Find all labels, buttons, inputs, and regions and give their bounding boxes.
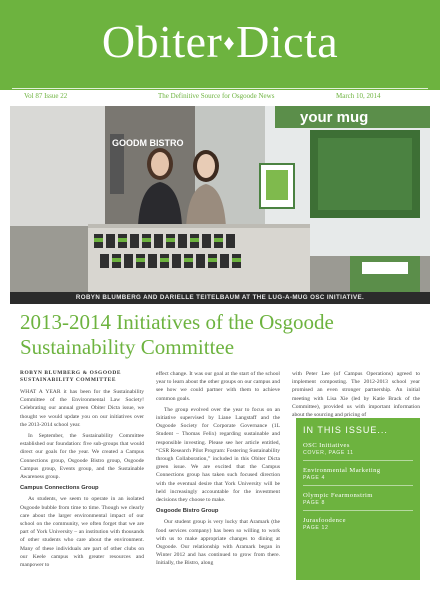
- tagline: The Definitive Source for Osgoode News: [158, 92, 275, 100]
- article-column-2: [156, 370, 280, 571]
- cover-photo: [10, 106, 430, 292]
- article-byline: ROBYN BLUMBERG & OSGOODE SUSTAINABILITY COMMITTEE: [20, 370, 122, 383]
- toc-page: PAGE 4: [303, 475, 325, 481]
- toc-label: Jurasfoodence: [303, 517, 346, 524]
- article-paragraph: The group evolved over the year to focus on an initiative supervised by Liane Langstaff and the Osgoode Society for Corporate Governance (1L Student – Thomas Felix) regarding sustainable and responsible investing. Please see her article entitled, “CSR Research Pilot Program: Fostering Sustainability through Collaboration,” included in this Obiter Dicta green issue. We are excited that the Campus Connections group has taken such focused direction with the eventual desire that York University will be held increasingly accountable for the investment decisions they choose to make.: [156, 406, 280, 504]
- sidebar-title: IN THIS ISSUE...: [303, 425, 388, 435]
- toc-page: COVER, PAGE 11: [303, 450, 354, 456]
- toc-divider: [303, 485, 413, 486]
- toc-item[interactable]: [303, 467, 413, 486]
- toc-label: Environmental Marketing: [303, 467, 381, 474]
- section-subhead: Campus Connections Group: [20, 485, 99, 492]
- article-paragraph: As students, we seem to operate in an isolated Osgoode bubble from time to time. Though we clearly care about the larger environmental impact of our school on the community, we often forget that we are part of York University – an institution with thousands of other students who care about the environment. Many of these individuals are part of other clubs on our Keele campus with greater resources and manpower to: [20, 496, 144, 569]
- article-paragraph: WHAT A YEAR it has been for the Sustainability Committee of the Environmental Law Society! Celebrating our annual green Obiter Dicta issue, we thought we would update you on our initiatives over the 2013-2014 school year.: [20, 389, 144, 428]
- masthead: [0, 0, 440, 96]
- toc-page: PAGE 12: [303, 525, 329, 531]
- toc-label: OSC Initiatives: [303, 442, 350, 449]
- article-column-1: [20, 370, 144, 572]
- toc-label: Olympic Fearmonstrim: [303, 492, 373, 499]
- article-paragraph: effect change. It was our goal at the start of the school year to learn about the other groups on our campus and see how we could partner with them to achieve common goals.: [156, 371, 280, 402]
- masthead-rule: [12, 88, 428, 89]
- sign-text: your mug: [300, 109, 369, 126]
- article-paragraph: with Peter Lee (of Campus Operations) agreed to implement composting. The 2012-2013 school year promised an even stronger partnership. An initial meeting with Lisa Xie (led by Katie Brack of the Committee), provided us with important information about the sourcing and pricing of: [292, 371, 420, 419]
- issue-date: March 10, 2014: [336, 92, 381, 100]
- article-paragraph: Our student group is very lucky that Aramark (the food services company) has been so willing to work with us to make appropriate changes to dining at Osgoode. Our relationship with Aramark began in Winter 2012 and has continued to grow from there. Initially, the Bistro, along: [156, 519, 280, 567]
- diamond-icon: ♦: [223, 30, 236, 56]
- photo-caption: ROBYN BLUMBERG AND DARIELLE TEITELBAUM AT THE LUG-A-MUG OSC INITIATIVE.: [10, 292, 430, 304]
- title-right: Dicta: [236, 16, 339, 67]
- cover-photo-illustration: [10, 106, 430, 292]
- article-paragraph: In September, the Sustainability Committee established our foundation: five sub-groups that would direct our goals for the year. We created a Campus Connections group, Osgoode Bistro group, Osgoode Campus group, Events group, and the Sustainable Awareness group.: [20, 433, 144, 481]
- masthead-title: [0, 14, 440, 74]
- toc-divider: [303, 510, 413, 511]
- in-this-issue-box: [296, 418, 420, 580]
- volume-issue: Vol 87 Issue 22: [24, 92, 68, 100]
- bistro-sign: GOODM BISTRO: [112, 138, 184, 148]
- toc-page: PAGE 8: [303, 500, 325, 506]
- title-left: Obiter: [101, 16, 223, 67]
- toc-item[interactable]: [303, 517, 413, 532]
- section-subhead: Osgoode Bistro Group: [156, 508, 219, 515]
- toc-divider: [303, 460, 413, 461]
- article-headline: 2013-2014 Initiatives of the Osgoode Sustainability Committee: [20, 310, 334, 359]
- toc-item[interactable]: [303, 442, 413, 461]
- toc-item[interactable]: [303, 492, 413, 511]
- masthead-info-bar: [0, 90, 440, 106]
